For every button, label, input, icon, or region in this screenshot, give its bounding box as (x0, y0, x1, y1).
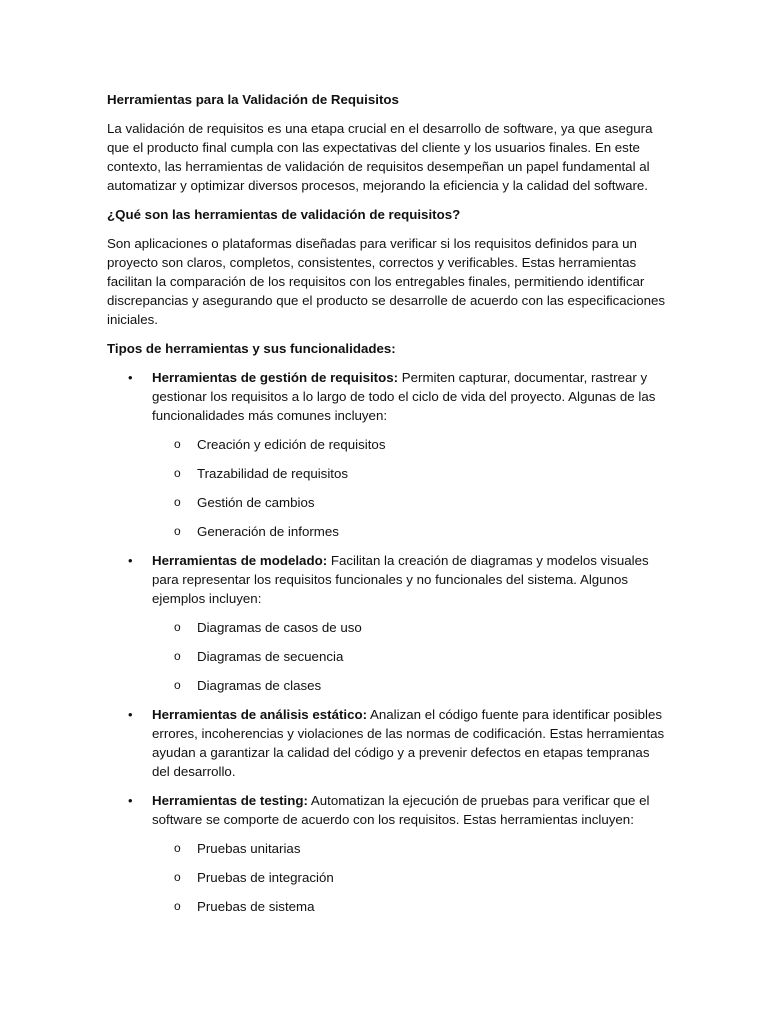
hollow-bullet-icon: o (174, 524, 181, 538)
hollow-bullet-icon: o (174, 437, 181, 451)
document-page (107, 90, 667, 926)
sub-item-label: Trazabilidad de requisitos (197, 466, 349, 481)
tool-title: Herramientas de análisis estático: (152, 707, 368, 722)
hollow-bullet-icon: o (174, 620, 181, 634)
sub-list-item (152, 522, 667, 541)
tool-title: Herramientas de testing: (152, 793, 308, 808)
sub-list-item (152, 839, 667, 858)
tool-list-item (107, 705, 667, 781)
types-heading: Tipos de herramientas y sus funcionalidades: (107, 341, 396, 356)
sub-list-item (152, 464, 667, 483)
sub-list-item (152, 618, 667, 637)
tool-description: Permiten capturar, documentar, rastrear y gestionar los requisitos a lo largo de todo el ciclo de vida del proyecto. Algunas de las funcionalidades más comunes incluyen: (152, 370, 656, 423)
tool-description: Automatizan la ejecución de pruebas para verificar que el software se comporte de acuerdo con los requisitos. Estas herramientas incluyen: (152, 793, 650, 827)
tool-description: Analizan el código fuente para identificar posibles errores, incoherencias y violaciones de las normas de codificación. Estas herramientas ayudan a garantizar la calidad del código y a prevenir defectos en etapas tempranas del desarrollo. (152, 707, 665, 779)
tool-list-item (107, 791, 667, 916)
hollow-bullet-icon: o (174, 678, 181, 692)
bullet-icon: • (128, 707, 133, 722)
sub-list-item (152, 897, 667, 916)
hollow-bullet-icon: o (174, 466, 181, 480)
tool-list-item (107, 368, 667, 541)
tool-title: Herramientas de gestión de requisitos: (152, 370, 399, 385)
sub-item-label: Pruebas de sistema (197, 899, 315, 914)
tool-list-item (107, 551, 667, 695)
sub-list (152, 618, 667, 695)
sub-list-item (152, 435, 667, 454)
bullet-icon: • (128, 793, 133, 808)
sub-list-item (152, 493, 667, 512)
sub-list-item (152, 868, 667, 887)
sub-list (152, 839, 667, 916)
hollow-bullet-icon: o (174, 495, 181, 509)
sub-item-label: Generación de informes (197, 524, 339, 539)
tool-title: Herramientas de modelado: (152, 553, 328, 568)
tool-list (107, 368, 667, 916)
intro-paragraph: La validación de requisitos es una etapa crucial en el desarrollo de software, ya que asegura que el producto final cumpla con las expectativas del cliente y los usuarios finales. En este contexto, las herramientas de validación de requisitos desempeñan un papel fundamental al automatizar y optimizar diversos procesos, mejorando la eficiencia y la calidad del software. (107, 121, 653, 193)
sub-item-label: Gestión de cambios (197, 495, 315, 510)
tool-description: Facilitan la creación de diagramas y modelos visuales para representar los requisitos funcionales y no funcionales del sistema. Algunos ejemplos incluyen: (152, 553, 649, 606)
question-heading: ¿Qué son las herramientas de validación de requisitos? (107, 207, 461, 222)
question-paragraph: Son aplicaciones o plataformas diseñadas para verificar si los requisitos definidos para un proyecto son claros, completos, consistentes, correctos y verificables. Estas herramientas facilitan la comparación de los requisitos con los entregables finales, permitiendo identificar discrepancias y asegurando que el producto se desarrolle de acuerdo con las especificaciones iniciales. (107, 236, 666, 327)
document-title: Herramientas para la Validación de Requisitos (107, 92, 399, 107)
hollow-bullet-icon: o (174, 649, 181, 663)
sub-item-label: Diagramas de clases (197, 678, 322, 693)
sub-item-label: Pruebas unitarias (197, 841, 301, 856)
hollow-bullet-icon: o (174, 841, 181, 855)
sub-item-label: Diagramas de casos de uso (197, 620, 362, 635)
bullet-icon: • (128, 553, 133, 568)
sub-item-label: Diagramas de secuencia (197, 649, 344, 664)
sub-list (152, 435, 667, 541)
hollow-bullet-icon: o (174, 870, 181, 884)
sub-item-label: Pruebas de integración (197, 870, 334, 885)
sub-list-item (152, 676, 667, 695)
sub-list-item (152, 647, 667, 666)
hollow-bullet-icon: o (174, 899, 181, 913)
sub-item-label: Creación y edición de requisitos (197, 437, 386, 452)
bullet-icon: • (128, 370, 133, 385)
